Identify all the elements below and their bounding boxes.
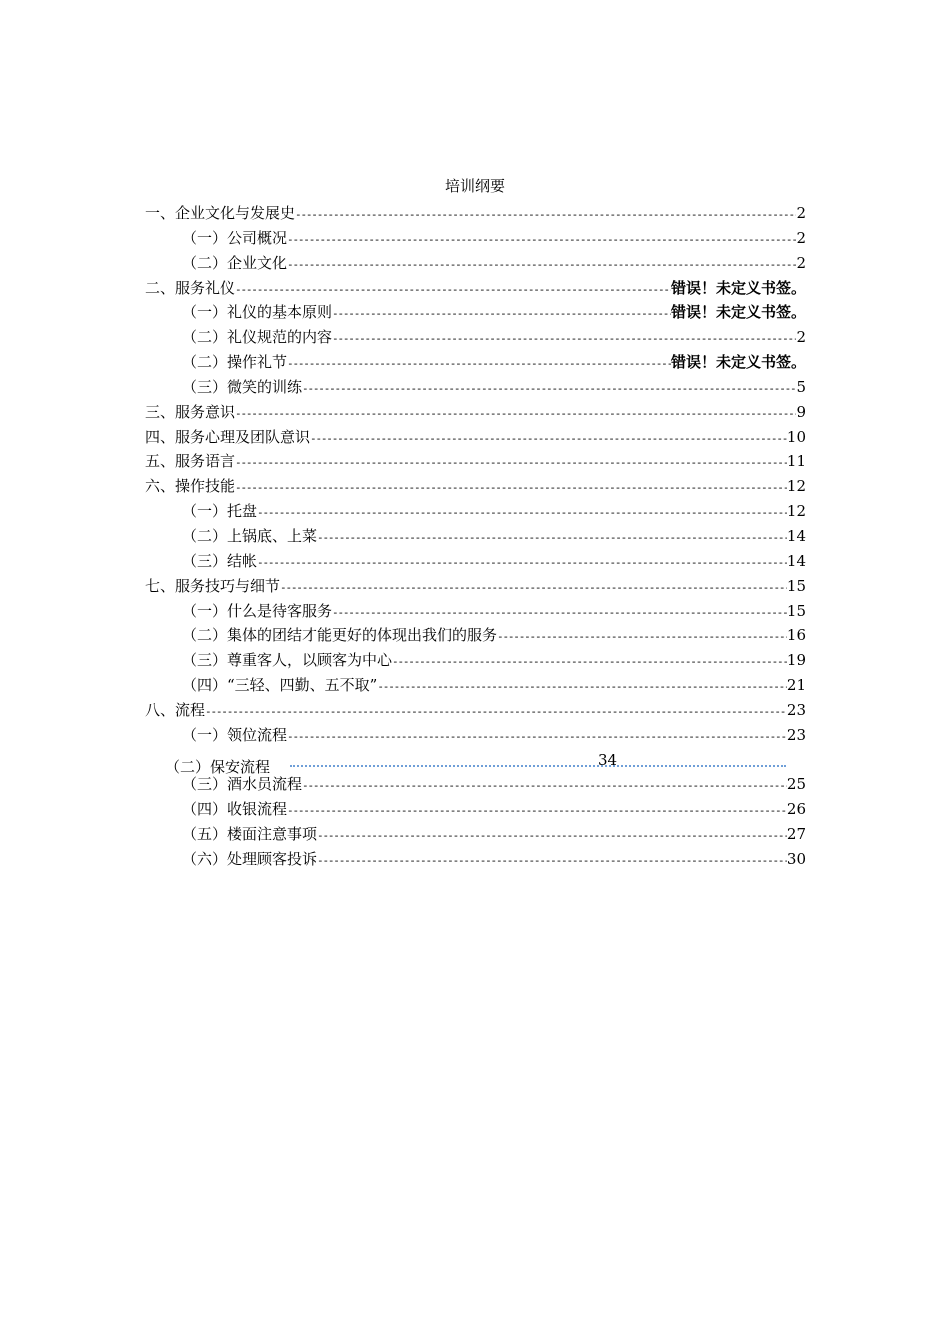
toc-entry-label: （三）微笑的训练 bbox=[182, 377, 303, 396]
toc-entry[interactable] bbox=[145, 772, 806, 797]
toc-entry-label: 一、企业文化与发展史 bbox=[145, 204, 296, 222]
toc-entry-page: 11 bbox=[786, 452, 806, 471]
toc-dash-leader bbox=[317, 526, 787, 551]
toc-entry-label: （六）处理顾客投诉 bbox=[182, 849, 318, 868]
toc-entry-label: 八、流程 bbox=[145, 700, 206, 719]
toc-entry-label: 六、操作技能 bbox=[145, 477, 236, 496]
toc-entry-label: （二）礼仪规范的内容 bbox=[182, 328, 333, 347]
toc-entry[interactable] bbox=[145, 474, 806, 499]
page-title: 培训纲要 bbox=[444, 177, 505, 195]
toc-entry[interactable] bbox=[145, 748, 806, 777]
toc-entry-label: （二）操作礼节 bbox=[182, 353, 288, 372]
toc-entry-page: 10 bbox=[786, 427, 806, 446]
toc-entry-label: （一）托盘 bbox=[182, 502, 258, 521]
toc-entry[interactable] bbox=[145, 574, 806, 599]
toc-entry[interactable] bbox=[145, 549, 806, 574]
toc-entry[interactable] bbox=[145, 822, 806, 847]
table-of-contents bbox=[145, 201, 806, 872]
toc-entry-label: （一）礼仪的基本原则 bbox=[182, 303, 333, 322]
toc-entry-page: 12 bbox=[786, 502, 806, 521]
toc-entry-page: 2 bbox=[796, 228, 806, 247]
toc-dash-leader bbox=[332, 601, 787, 626]
toc-entry-page: 2 bbox=[796, 253, 806, 272]
toc-dash-leader bbox=[287, 725, 787, 750]
toc-dash-leader bbox=[235, 476, 787, 501]
toc-entry-page: 15 bbox=[786, 601, 806, 620]
toc-entry-page: 19 bbox=[786, 651, 806, 670]
toc-dash-leader bbox=[310, 427, 787, 452]
toc-dash-leader bbox=[280, 576, 787, 601]
toc-entry[interactable] bbox=[145, 847, 806, 872]
toc-entry[interactable] bbox=[145, 375, 806, 400]
toc-entry-label: 三、服务意识 bbox=[145, 402, 236, 421]
toc-entry-label: （二）保安流程 bbox=[165, 758, 271, 777]
toc-entry[interactable] bbox=[145, 276, 806, 301]
toc-dash-leader bbox=[317, 849, 787, 874]
toc-entry-page: 2 bbox=[796, 204, 806, 222]
toc-entry[interactable] bbox=[145, 251, 806, 276]
toc-dash-leader bbox=[257, 501, 787, 526]
toc-entry-page: 34 bbox=[598, 750, 618, 769]
toc-dash-leader bbox=[287, 799, 787, 824]
toc-entry[interactable] bbox=[145, 201, 806, 226]
toc-entry-page: 21 bbox=[786, 676, 806, 695]
toc-entry-label: （二）上锅底、上菜 bbox=[182, 526, 318, 545]
toc-entry[interactable] bbox=[145, 797, 806, 822]
toc-entry-page: 5 bbox=[796, 377, 806, 396]
toc-dash-leader bbox=[257, 551, 787, 576]
toc-entry-label: （四）“三轻、四勤、五不取” bbox=[182, 676, 378, 695]
toc-entry[interactable] bbox=[145, 350, 806, 375]
toc-entry-page: 30 bbox=[786, 849, 806, 868]
toc-entry[interactable] bbox=[145, 449, 806, 474]
toc-entry[interactable] bbox=[145, 698, 806, 723]
toc-entry-page: 15 bbox=[786, 576, 806, 595]
toc-entry-page: 2 bbox=[796, 328, 806, 347]
toc-dash-leader bbox=[302, 774, 787, 799]
toc-dash-leader bbox=[317, 824, 787, 849]
toc-entry-label: （一）什么是待客服务 bbox=[182, 601, 333, 620]
toc-dash-leader bbox=[377, 675, 787, 700]
toc-dash-leader bbox=[497, 625, 787, 650]
toc-dash-leader bbox=[332, 302, 671, 327]
toc-entry[interactable] bbox=[145, 648, 806, 673]
toc-entry-label: （二）集体的团结才能更好的体现出我们的服务 bbox=[182, 626, 498, 645]
toc-entry-label: 二、服务礼仪 bbox=[145, 278, 236, 297]
toc-entry-error: 错误！未定义书签。 bbox=[670, 303, 806, 322]
toc-entry[interactable] bbox=[145, 300, 806, 325]
toc-entry-label: （二）企业文化 bbox=[182, 253, 288, 272]
toc-entry-label: 七、服务技巧与细节 bbox=[145, 576, 281, 595]
toc-entry[interactable] bbox=[145, 623, 806, 648]
toc-entry-page: 14 bbox=[786, 526, 806, 545]
toc-entry-error: 错误！未定义书签。 bbox=[670, 278, 806, 297]
toc-entry-label: （五）楼面注意事项 bbox=[182, 825, 318, 844]
toc-entry-label: （一）公司概况 bbox=[182, 228, 288, 247]
toc-entry-label: 五、服务语言 bbox=[145, 452, 236, 471]
toc-entry[interactable] bbox=[145, 425, 806, 450]
toc-entry[interactable] bbox=[145, 723, 806, 748]
toc-entry-label: 四、服务心理及团队意识 bbox=[145, 427, 311, 446]
toc-entry-label: （四）收银流程 bbox=[182, 800, 288, 819]
toc-entry[interactable] bbox=[145, 524, 806, 549]
toc-entry-label: （一）领位流程 bbox=[182, 725, 288, 744]
toc-dash-leader bbox=[235, 451, 787, 476]
toc-entry-page: 26 bbox=[786, 800, 806, 819]
toc-entry[interactable] bbox=[145, 673, 806, 698]
toc-dash-leader bbox=[287, 253, 796, 278]
toc-entry-page: 23 bbox=[786, 700, 806, 719]
toc-entry[interactable] bbox=[145, 599, 806, 624]
toc-dash-leader bbox=[392, 650, 787, 675]
toc-dash-leader bbox=[302, 377, 796, 402]
toc-entry-page: 9 bbox=[796, 402, 806, 421]
toc-entry[interactable] bbox=[145, 226, 806, 251]
toc-dash-leader bbox=[235, 402, 796, 427]
toc-dash-leader bbox=[287, 228, 796, 253]
toc-dash-leader bbox=[295, 203, 796, 228]
toc-dash-leader bbox=[205, 700, 787, 725]
toc-entry[interactable] bbox=[145, 499, 806, 524]
toc-entry-error: 错误！未定义书签。 bbox=[670, 353, 806, 372]
toc-entry-page: 12 bbox=[786, 477, 806, 496]
toc-dash-leader bbox=[235, 278, 671, 303]
toc-entry-label: （三）酒水员流程 bbox=[182, 775, 303, 794]
toc-entry-page: 23 bbox=[786, 725, 806, 744]
toc-dotted-leader bbox=[290, 748, 806, 773]
toc-entry[interactable] bbox=[145, 400, 806, 425]
toc-entry-page: 27 bbox=[786, 825, 806, 844]
toc-entry[interactable] bbox=[145, 325, 806, 350]
toc-entry-page: 14 bbox=[786, 551, 806, 570]
toc-entry-label: （三）尊重客人，以顾客为中心 bbox=[182, 651, 393, 670]
toc-entry-page: 25 bbox=[786, 775, 806, 794]
toc-dotted-line bbox=[290, 765, 786, 767]
toc-dash-leader bbox=[332, 327, 796, 352]
toc-entry-page: 16 bbox=[786, 626, 806, 645]
toc-dash-leader bbox=[287, 352, 671, 377]
toc-entry-label: （三）结帐 bbox=[182, 551, 258, 570]
